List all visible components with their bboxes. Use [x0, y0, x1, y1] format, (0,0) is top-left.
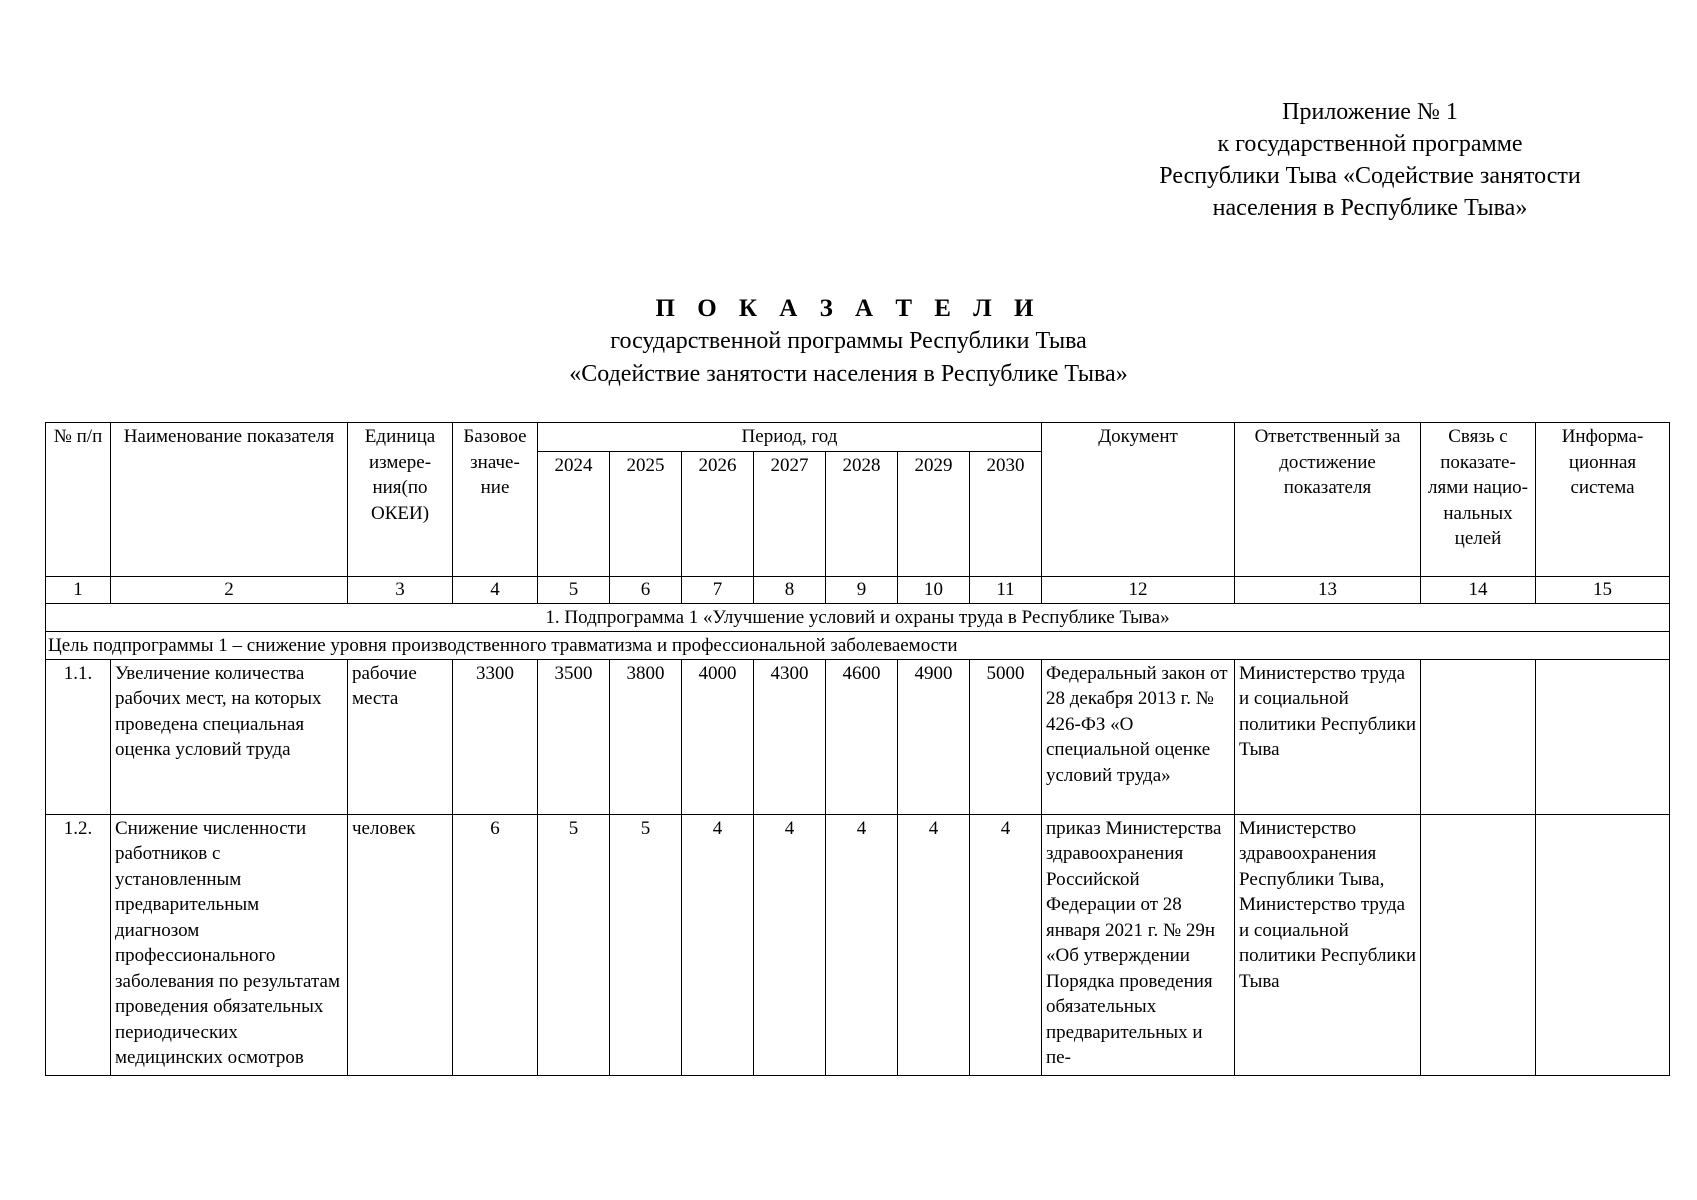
header-year: 2025: [610, 451, 682, 576]
row-value: 3800: [610, 659, 682, 814]
row-link: [1421, 814, 1536, 1075]
appendix-line-3: Республики Тыва «Содействие занятости: [1159, 163, 1581, 189]
column-number: 10: [898, 576, 970, 603]
column-number: 11: [970, 576, 1042, 603]
row-value: 4000: [682, 659, 754, 814]
header-info-system: Информа-ционная система: [1536, 423, 1670, 577]
row-value: 5: [610, 814, 682, 1075]
indicators-table: [45, 422, 1670, 1076]
appendix-line-1: Приложение № 1: [1282, 99, 1458, 125]
header-name: Наименование показателя: [111, 423, 348, 577]
header-unit: Единица измере-ния(по ОКЕИ): [348, 423, 453, 577]
section-row: [46, 603, 1670, 631]
row-unit: рабочие места: [348, 659, 453, 814]
header-year: 2028: [826, 451, 898, 576]
header-document: Документ: [1042, 423, 1235, 577]
table-header-row-1: [46, 423, 1670, 452]
row-document: приказ Министерства здравоохранения Российской Федерации от 28 января 2021 г. № 29н «Об утверждении Порядка проведения обязательных предварительных и пе-: [1042, 814, 1235, 1075]
row-value: 4: [754, 814, 826, 1075]
document-subtitle-1: государственной программы Республики Тыва: [610, 328, 1087, 354]
table-row: [46, 814, 1670, 1075]
header-period: Период, год: [538, 423, 1042, 452]
header-link: Связь с показате-лями нацио-нальных целей: [1421, 423, 1536, 577]
column-number: 13: [1235, 576, 1421, 603]
row-num: 1.2.: [46, 814, 111, 1075]
row-value: 5000: [970, 659, 1042, 814]
section-title: 1. Подпрограмма 1 «Улучшение условий и охраны труда в Республике Тыва»: [46, 603, 1670, 631]
header-year: 2030: [970, 451, 1042, 576]
table-row: [46, 659, 1670, 814]
column-number: 14: [1421, 576, 1536, 603]
goal-row: [46, 631, 1670, 659]
row-base: 6: [453, 814, 538, 1075]
row-value: 4300: [754, 659, 826, 814]
header-year: 2029: [898, 451, 970, 576]
row-unit: человек: [348, 814, 453, 1075]
row-document: Федеральный закон от 28 декабря 2013 г. № 426-ФЗ «О специальной оценке условий труда»: [1042, 659, 1235, 814]
header-base: Базовое значе-ние: [453, 423, 538, 577]
header-year: 2026: [682, 451, 754, 576]
row-value: 4600: [826, 659, 898, 814]
row-num: 1.1.: [46, 659, 111, 814]
column-number: 12: [1042, 576, 1235, 603]
row-value: 5: [538, 814, 610, 1075]
column-number-row: [46, 576, 1670, 603]
row-base: 3300: [453, 659, 538, 814]
header-num: № п/п: [46, 423, 111, 577]
document-title: П О К А З А Т Е Л И: [655, 295, 1042, 322]
column-number: 9: [826, 576, 898, 603]
column-number: 6: [610, 576, 682, 603]
header-responsible: Ответственный за достижение показателя: [1235, 423, 1421, 577]
row-value: 4: [970, 814, 1042, 1075]
row-responsible: Министерство здравоохранения Республики Тыва, Министерство труда и социальной политики Республики Тыва: [1235, 814, 1421, 1075]
appendix-note: [1090, 96, 1650, 224]
row-value: 3500: [538, 659, 610, 814]
row-link: [1421, 659, 1536, 814]
row-value: 4900: [898, 659, 970, 814]
column-number: 15: [1536, 576, 1670, 603]
appendix-line-4: населения в Республике Тыва»: [1212, 195, 1528, 221]
row-info-system: [1536, 659, 1670, 814]
document-subtitle-2: «Содействие занятости населения в Республике Тыва»: [569, 361, 1128, 387]
header-year: 2027: [754, 451, 826, 576]
column-number: 5: [538, 576, 610, 603]
row-responsible: Министерство труда и социальной политики Республики Тыва: [1235, 659, 1421, 814]
row-value: 4: [682, 814, 754, 1075]
column-number: 2: [111, 576, 348, 603]
row-name: Увеличение количества рабочих мест, на которых проведена специальная оценка условий труда: [111, 659, 348, 814]
row-info-system: [1536, 814, 1670, 1075]
row-value: 4: [826, 814, 898, 1075]
column-number: 8: [754, 576, 826, 603]
column-number: 3: [348, 576, 453, 603]
document-heading: [0, 292, 1697, 391]
appendix-line-2: к государственной программе: [1217, 131, 1523, 157]
row-value: 4: [898, 814, 970, 1075]
column-number: 1: [46, 576, 111, 603]
goal-text: Цель подпрограммы 1 – снижение уровня производственного травматизма и профессиональной заболеваемости: [46, 631, 1670, 659]
column-number: 4: [453, 576, 538, 603]
column-number: 7: [682, 576, 754, 603]
row-name: Снижение численности работников с установленным предварительным диагнозом профессионального заболевания по результатам проведения обязательных периодических медицинских осмотров: [111, 814, 348, 1075]
header-year: 2024: [538, 451, 610, 576]
